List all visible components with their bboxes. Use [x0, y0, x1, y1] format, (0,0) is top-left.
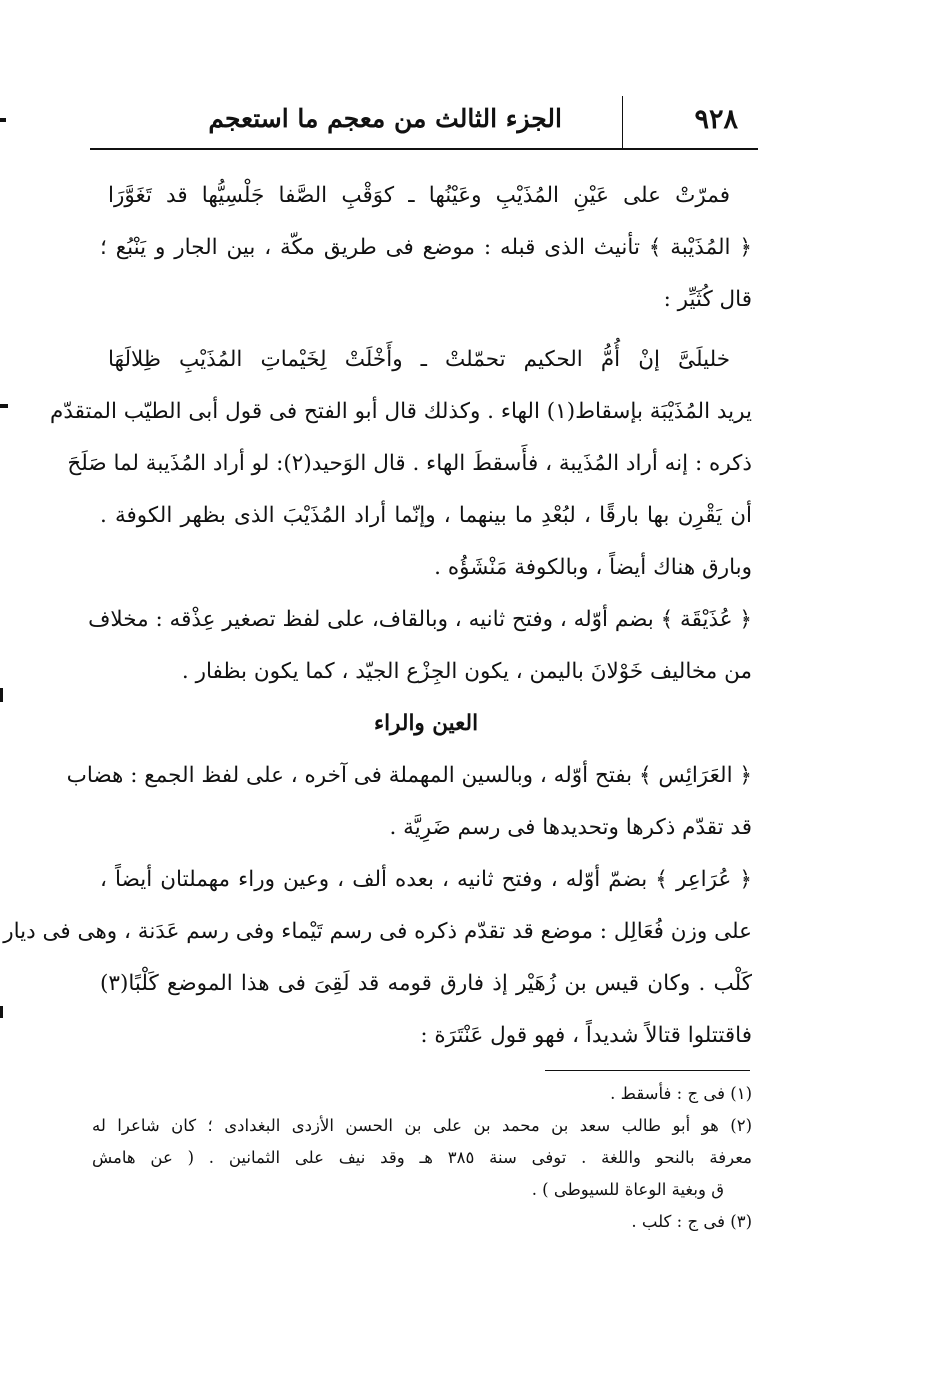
text-line: أن يَقْرِن بها بارقًا ، لبُعْدِ ما بينهما ، وإنّما أراد المُذَيْبَ الذى بظهر الكوفة . [100, 503, 752, 528]
header-rule [90, 148, 758, 150]
scan-edge-mark [0, 688, 3, 702]
text-line: ذكره : إنه أراد المُذَيبة ، فأَسقطَ الهاء . قال الوَحيد(٢): لو أراد المُذَيبة لما صَلَحَ [67, 451, 752, 476]
header-separator [622, 96, 623, 148]
scan-edge-mark [0, 404, 8, 408]
footnote-rule [545, 1070, 750, 1071]
footnotes [92, 1078, 752, 1238]
text-line: ﴿ المُذَيْبة ﴾ تأنيث الذى قبله : موضع فى طريق مكّة ، بين الجار و يَنْبُع ؛ [100, 235, 752, 260]
text-line: يريد المُذَيْبَة بإسقاط(١) الهاء . وكذلك قال أبو الفتح فى قول أبى الطيّب المتقدّم [50, 399, 752, 424]
page-number: ٩٢٨ [694, 104, 738, 135]
section-heading: العين والراء [373, 711, 479, 736]
footnote: (٣) فى ج : كلب . [631, 1212, 752, 1231]
text-line: قد تقدّم ذكرها وتحديدها فى رسم ضَرِيَّة . [389, 815, 752, 840]
text-line: قال كُثَيِّر : [663, 287, 752, 312]
text-line: ﴿ عُذَيْقَة ﴾ بضم أوّله ، وفتح ثانيه ، وبالقاف، على لفظ تصغير عِذْقه : مخلاف [88, 607, 752, 632]
verse-line: فمرّتْ على عَيْنِ المُذَيْبِ وعَيْنُها ـ كوَقْبِ الصَّفا جَلْسِيُّها قد تَغَوَّرَا [108, 183, 730, 208]
verse-line: خليلَىَّ إنْ أُمُّ الحكيم تحمّلتْ ـ وأَخْلَتْ لِخَيْماتِ المُذَيْبِ ظِلالَهَا [108, 347, 730, 372]
main-text [3, 170, 752, 1062]
text-line: وبارق هناك أيضاً ، وبالكوفة مَنْشَؤُه . [434, 555, 752, 580]
text-line: كَلْب . وكان قيس بن زُهَيْر إذ فارق قومه قد لَقِىَ فى هذا الموضع كَلْبًا(٣) [100, 971, 752, 996]
text-line: فاقتتلوا قتالاً شديداً ، فهو قول عَنْتَرَة : [420, 1023, 752, 1048]
running-header [90, 96, 758, 156]
text-line: ﴿ العَرَائِس ﴾ بفتح أوّله ، وبالسين المهملة فى آخره ، على لفظ الجمع : هضاب [66, 763, 752, 788]
footnote: (٢) هو أبو طالب سعد بن محمد بن على بن الحسن الأزدى البغدادى ؛ كان شاعرا له [92, 1116, 752, 1135]
footnote: (١) فى ج : فأسقط . [610, 1084, 752, 1103]
running-title: الجزء الثالث من معجم ما استعجم [208, 104, 562, 133]
text-line: على وزن فُعَالِل : موضع قد تقدّم ذكره فى رسم تَيْماء وفى رسم عَدَنة ، وهى فى ديار [3, 919, 752, 944]
footnote: معرفة بالنحو واللغة . توفى سنة ٣٨٥ هـ وقد نيف على الثمانين . ( عن هامش [92, 1148, 752, 1167]
footnote: ق وبغية الوعاة للسيوطى ) . [531, 1180, 724, 1199]
text-line: من مخاليف خَوْلانَ باليمن ، يكون الجِزْع الجيّد ، كما يكون بظفار . [181, 659, 752, 684]
text-line: ﴿ عُرَاعِر ﴾ بضمّ أوّله ، وفتح ثانيه ، بعده ألف ، وعين وراء مهملتان أيضاً ، [100, 867, 752, 892]
scan-edge-mark [0, 118, 6, 122]
scan-edge-mark [0, 1006, 3, 1018]
